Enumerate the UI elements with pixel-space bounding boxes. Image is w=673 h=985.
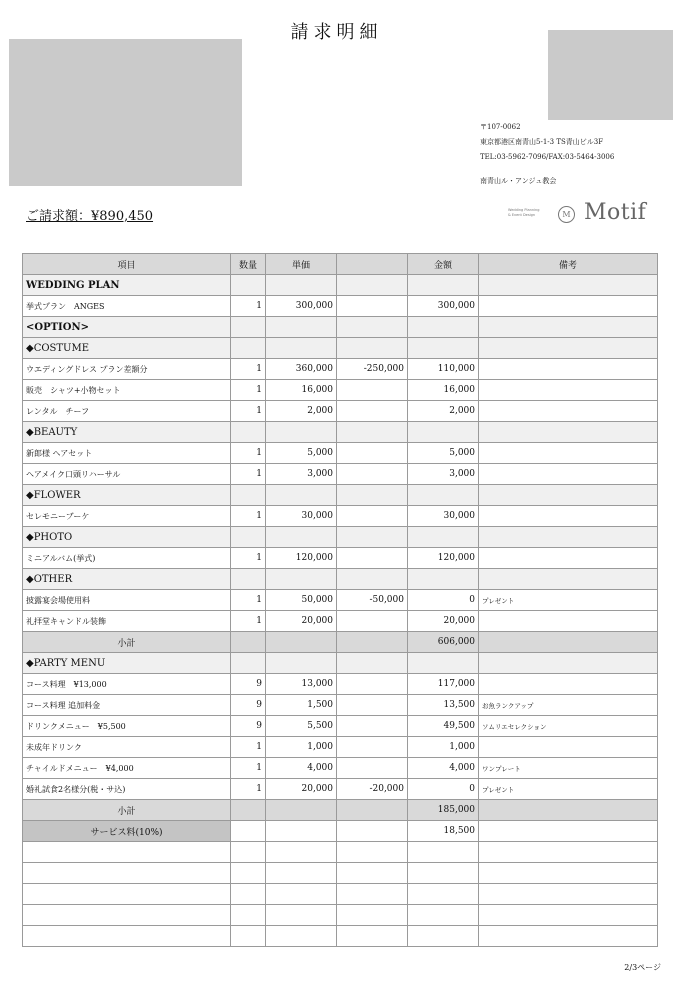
cell-remarks: ソムリエセレクション bbox=[479, 716, 658, 737]
company-logo bbox=[508, 201, 656, 227]
cell-amount: 117,000 bbox=[408, 674, 479, 695]
cell-quantity bbox=[231, 527, 266, 548]
section-row bbox=[23, 422, 658, 443]
cell-amount: 300,000 bbox=[408, 296, 479, 317]
cell-item: 小計 bbox=[23, 800, 231, 821]
logo-tagline-line-1: Wedding Planning bbox=[508, 208, 540, 212]
cell-unit-price: 50,000 bbox=[266, 590, 337, 611]
header-discount bbox=[337, 254, 408, 275]
cell-quantity bbox=[231, 569, 266, 590]
cell-amount bbox=[408, 527, 479, 548]
cell-discount bbox=[337, 737, 408, 758]
cell-item bbox=[23, 884, 231, 905]
cell-remarks bbox=[479, 611, 658, 632]
cell-unit-price bbox=[266, 422, 337, 443]
cell-quantity: 1 bbox=[231, 611, 266, 632]
cell-quantity: 1 bbox=[231, 506, 266, 527]
cell-unit-price bbox=[266, 653, 337, 674]
page-number: 2/3ページ bbox=[624, 963, 661, 972]
cell-remarks bbox=[479, 527, 658, 548]
cell-remarks bbox=[479, 863, 658, 884]
table-row bbox=[23, 296, 658, 317]
cell-quantity: 1 bbox=[231, 443, 266, 464]
cell-remarks bbox=[479, 485, 658, 506]
cell-quantity bbox=[231, 884, 266, 905]
cell-discount bbox=[337, 926, 408, 947]
table-row bbox=[23, 611, 658, 632]
cell-amount: 5,000 bbox=[408, 443, 479, 464]
cell-remarks bbox=[479, 401, 658, 422]
cell-quantity: 9 bbox=[231, 674, 266, 695]
service-charge-row bbox=[23, 821, 658, 842]
cell-remarks bbox=[479, 275, 658, 296]
cell-item: コース料理 ¥13,000 bbox=[23, 674, 231, 695]
cell-unit-price bbox=[266, 842, 337, 863]
cell-amount: 20,000 bbox=[408, 611, 479, 632]
cell-item bbox=[23, 926, 231, 947]
cell-remarks bbox=[479, 674, 658, 695]
cell-quantity bbox=[231, 863, 266, 884]
section-row bbox=[23, 527, 658, 548]
cell-amount bbox=[408, 485, 479, 506]
cell-discount bbox=[337, 485, 408, 506]
cell-item: WEDDING PLAN bbox=[23, 275, 231, 296]
cell-item: 未成年ドリンク bbox=[23, 737, 231, 758]
cell-remarks bbox=[479, 422, 658, 443]
blank-row bbox=[23, 926, 658, 947]
tel-fax: TEL:03-5962-7096/FAX:03-5464-3006 bbox=[480, 153, 615, 161]
cell-unit-price: 1,000 bbox=[266, 737, 337, 758]
cell-discount bbox=[337, 863, 408, 884]
cell-unit-price bbox=[266, 632, 337, 653]
cell-remarks bbox=[479, 653, 658, 674]
section-row bbox=[23, 275, 658, 296]
cell-quantity bbox=[231, 653, 266, 674]
cell-amount bbox=[408, 905, 479, 926]
cell-remarks bbox=[479, 926, 658, 947]
cell-amount: 1,000 bbox=[408, 737, 479, 758]
cell-quantity: 1 bbox=[231, 548, 266, 569]
cell-amount bbox=[408, 317, 479, 338]
cell-quantity: 1 bbox=[231, 359, 266, 380]
cell-amount: 3,000 bbox=[408, 464, 479, 485]
cell-amount: 606,000 bbox=[408, 632, 479, 653]
cell-discount bbox=[337, 800, 408, 821]
cell-amount bbox=[408, 338, 479, 359]
table-row bbox=[23, 401, 658, 422]
section-row bbox=[23, 317, 658, 338]
cell-item: チャイルドメニュー ¥4,000 bbox=[23, 758, 231, 779]
cell-item: コース料理 追加料金 bbox=[23, 695, 231, 716]
cell-amount: 2,000 bbox=[408, 401, 479, 422]
cell-discount bbox=[337, 653, 408, 674]
subtotal-row bbox=[23, 800, 658, 821]
cell-quantity: 1 bbox=[231, 737, 266, 758]
cell-discount bbox=[337, 716, 408, 737]
cell-unit-price: 5,000 bbox=[266, 443, 337, 464]
cell-remarks bbox=[479, 464, 658, 485]
table-row bbox=[23, 464, 658, 485]
cell-item bbox=[23, 905, 231, 926]
cell-amount bbox=[408, 863, 479, 884]
cell-item bbox=[23, 863, 231, 884]
cell-unit-price bbox=[266, 821, 337, 842]
table-row bbox=[23, 779, 658, 800]
cell-quantity: 9 bbox=[231, 695, 266, 716]
image-placeholder-left bbox=[9, 39, 242, 186]
cell-unit-price: 20,000 bbox=[266, 611, 337, 632]
cell-amount bbox=[408, 569, 479, 590]
cell-amount: 0 bbox=[408, 590, 479, 611]
cell-quantity bbox=[231, 905, 266, 926]
cell-discount bbox=[337, 569, 408, 590]
cell-remarks bbox=[479, 548, 658, 569]
cell-unit-price bbox=[266, 863, 337, 884]
cell-item: ◆FLOWER bbox=[23, 485, 231, 506]
section-row bbox=[23, 485, 658, 506]
cell-remarks bbox=[479, 800, 658, 821]
logo-mark-icon: M bbox=[558, 206, 575, 223]
cell-remarks: プレゼント bbox=[479, 590, 658, 611]
cell-unit-price: 20,000 bbox=[266, 779, 337, 800]
cell-item: 新郎様 ヘアセット bbox=[23, 443, 231, 464]
cell-quantity bbox=[231, 800, 266, 821]
cell-discount bbox=[337, 548, 408, 569]
blank-row bbox=[23, 905, 658, 926]
cell-remarks bbox=[479, 443, 658, 464]
cell-discount bbox=[337, 464, 408, 485]
cell-amount: 18,500 bbox=[408, 821, 479, 842]
cell-quantity: 1 bbox=[231, 590, 266, 611]
cell-amount bbox=[408, 842, 479, 863]
cell-item: セレモニーブーケ bbox=[23, 506, 231, 527]
cell-unit-price bbox=[266, 569, 337, 590]
cell-quantity bbox=[231, 275, 266, 296]
cell-amount: 4,000 bbox=[408, 758, 479, 779]
cell-remarks: プレゼント bbox=[479, 779, 658, 800]
cell-item: 礼拝堂キャンドル装飾 bbox=[23, 611, 231, 632]
cell-item: 披露宴会場使用料 bbox=[23, 590, 231, 611]
cell-remarks bbox=[479, 884, 658, 905]
image-placeholder-right bbox=[548, 30, 673, 120]
cell-unit-price bbox=[266, 317, 337, 338]
venue-name: 南青山ル・アンジュ教会 bbox=[480, 177, 557, 185]
table-row bbox=[23, 716, 658, 737]
billing-amount: ご請求額：¥890,450 bbox=[26, 209, 154, 224]
cell-remarks bbox=[479, 359, 658, 380]
cell-discount bbox=[337, 296, 408, 317]
cell-unit-price: 1,500 bbox=[266, 695, 337, 716]
cell-quantity bbox=[231, 821, 266, 842]
cell-discount bbox=[337, 338, 408, 359]
cell-remarks bbox=[479, 296, 658, 317]
cell-discount bbox=[337, 695, 408, 716]
cell-unit-price bbox=[266, 800, 337, 821]
cell-discount bbox=[337, 443, 408, 464]
section-row bbox=[23, 653, 658, 674]
cell-item: ウエディングドレス プラン差額分 bbox=[23, 359, 231, 380]
cell-unit-price bbox=[266, 275, 337, 296]
cell-item: ◆PARTY MENU bbox=[23, 653, 231, 674]
cell-unit-price bbox=[266, 905, 337, 926]
logo-tagline bbox=[508, 208, 539, 218]
cell-discount bbox=[337, 401, 408, 422]
cell-discount bbox=[337, 821, 408, 842]
cell-item: 挙式プラン ANGES bbox=[23, 296, 231, 317]
cell-unit-price: 2,000 bbox=[266, 401, 337, 422]
cell-discount bbox=[337, 317, 408, 338]
cell-unit-price bbox=[266, 527, 337, 548]
cell-discount bbox=[337, 905, 408, 926]
cell-quantity: 1 bbox=[231, 380, 266, 401]
table-row bbox=[23, 506, 658, 527]
cell-unit-price bbox=[266, 926, 337, 947]
table-row bbox=[23, 590, 658, 611]
cell-unit-price bbox=[266, 485, 337, 506]
page-title: 請求明細 bbox=[290, 22, 383, 43]
cell-discount bbox=[337, 632, 408, 653]
cell-amount bbox=[408, 926, 479, 947]
table-row bbox=[23, 359, 658, 380]
cell-unit-price: 120,000 bbox=[266, 548, 337, 569]
cell-remarks bbox=[479, 632, 658, 653]
cell-item: ◆OTHER bbox=[23, 569, 231, 590]
cell-discount: -250,000 bbox=[337, 359, 408, 380]
blank-row bbox=[23, 863, 658, 884]
header-item: 項目 bbox=[23, 254, 231, 275]
cell-discount: -20,000 bbox=[337, 779, 408, 800]
cell-amount: 120,000 bbox=[408, 548, 479, 569]
cell-amount bbox=[408, 275, 479, 296]
cell-quantity: 1 bbox=[231, 779, 266, 800]
cell-quantity bbox=[231, 632, 266, 653]
cell-discount bbox=[337, 527, 408, 548]
cell-item: ◆COSTUME bbox=[23, 338, 231, 359]
cell-item: 販売 シャツ+小物セット bbox=[23, 380, 231, 401]
table-row bbox=[23, 443, 658, 464]
cell-remarks bbox=[479, 569, 658, 590]
cell-quantity: 1 bbox=[231, 401, 266, 422]
cell-discount bbox=[337, 674, 408, 695]
header-unit-price: 単価 bbox=[266, 254, 337, 275]
cell-remarks bbox=[479, 905, 658, 926]
cell-remarks bbox=[479, 317, 658, 338]
section-row bbox=[23, 338, 658, 359]
address-line: 東京都港区南青山5-1-3 TS青山ビル3F bbox=[480, 138, 604, 146]
cell-quantity bbox=[231, 422, 266, 443]
cell-item: サービス料(10%) bbox=[23, 821, 231, 842]
cell-quantity: 1 bbox=[231, 296, 266, 317]
cell-unit-price: 4,000 bbox=[266, 758, 337, 779]
header-amount: 金額 bbox=[408, 254, 479, 275]
cell-discount bbox=[337, 842, 408, 863]
cell-discount bbox=[337, 611, 408, 632]
table-row bbox=[23, 674, 658, 695]
postal-code: 〒107-0062 bbox=[480, 123, 521, 131]
cell-quantity: 1 bbox=[231, 758, 266, 779]
cell-remarks bbox=[479, 821, 658, 842]
section-row bbox=[23, 569, 658, 590]
table-row bbox=[23, 548, 658, 569]
cell-amount: 0 bbox=[408, 779, 479, 800]
cell-quantity: 1 bbox=[231, 464, 266, 485]
cell-amount: 185,000 bbox=[408, 800, 479, 821]
cell-unit-price: 13,000 bbox=[266, 674, 337, 695]
blank-row bbox=[23, 842, 658, 863]
cell-unit-price: 300,000 bbox=[266, 296, 337, 317]
cell-unit-price: 30,000 bbox=[266, 506, 337, 527]
cell-unit-price bbox=[266, 338, 337, 359]
cell-item: ◆PHOTO bbox=[23, 527, 231, 548]
cell-remarks bbox=[479, 842, 658, 863]
cell-amount: 30,000 bbox=[408, 506, 479, 527]
cell-item: ドリンクメニュー ¥5,500 bbox=[23, 716, 231, 737]
cell-remarks bbox=[479, 737, 658, 758]
cell-item: ヘアメイク口頭リハーサル bbox=[23, 464, 231, 485]
cell-unit-price bbox=[266, 884, 337, 905]
cell-item: <OPTION> bbox=[23, 317, 231, 338]
cell-item bbox=[23, 842, 231, 863]
cell-quantity bbox=[231, 338, 266, 359]
table-row bbox=[23, 695, 658, 716]
cell-amount: 13,500 bbox=[408, 695, 479, 716]
cell-remarks bbox=[479, 380, 658, 401]
cell-discount bbox=[337, 506, 408, 527]
cell-discount: -50,000 bbox=[337, 590, 408, 611]
header-quantity: 数量 bbox=[231, 254, 266, 275]
cell-amount bbox=[408, 422, 479, 443]
cell-amount: 49,500 bbox=[408, 716, 479, 737]
cell-quantity bbox=[231, 842, 266, 863]
cell-discount bbox=[337, 380, 408, 401]
blank-row bbox=[23, 884, 658, 905]
cell-item: ミニアルバム(挙式) bbox=[23, 548, 231, 569]
cell-amount: 110,000 bbox=[408, 359, 479, 380]
cell-unit-price: 16,000 bbox=[266, 380, 337, 401]
cell-discount bbox=[337, 758, 408, 779]
cell-unit-price: 360,000 bbox=[266, 359, 337, 380]
cell-remarks: ワンプレート bbox=[479, 758, 658, 779]
cell-unit-price: 5,500 bbox=[266, 716, 337, 737]
cell-item: レンタル チーフ bbox=[23, 401, 231, 422]
invoice-table bbox=[22, 253, 658, 947]
table-row bbox=[23, 758, 658, 779]
header-remarks: 備考 bbox=[479, 254, 658, 275]
logo-tagline-line-2: & Event Design bbox=[508, 213, 536, 217]
cell-amount bbox=[408, 884, 479, 905]
table-row bbox=[23, 380, 658, 401]
cell-quantity: 9 bbox=[231, 716, 266, 737]
cell-quantity bbox=[231, 485, 266, 506]
cell-remarks bbox=[479, 338, 658, 359]
table-header-row bbox=[23, 254, 658, 275]
cell-discount bbox=[337, 275, 408, 296]
cell-discount bbox=[337, 884, 408, 905]
cell-item: 小計 bbox=[23, 632, 231, 653]
cell-amount: 16,000 bbox=[408, 380, 479, 401]
cell-remarks: お魚ランクアップ bbox=[479, 695, 658, 716]
subtotal-row bbox=[23, 632, 658, 653]
table-row bbox=[23, 737, 658, 758]
company-address-block bbox=[480, 120, 614, 165]
cell-quantity bbox=[231, 317, 266, 338]
cell-amount bbox=[408, 653, 479, 674]
logo-text: Motif bbox=[584, 200, 647, 225]
cell-remarks bbox=[479, 506, 658, 527]
cell-item: 婚礼試食2名様分(税・サ込) bbox=[23, 779, 231, 800]
cell-unit-price: 3,000 bbox=[266, 464, 337, 485]
cell-quantity bbox=[231, 926, 266, 947]
cell-discount bbox=[337, 422, 408, 443]
cell-item: ◆BEAUTY bbox=[23, 422, 231, 443]
